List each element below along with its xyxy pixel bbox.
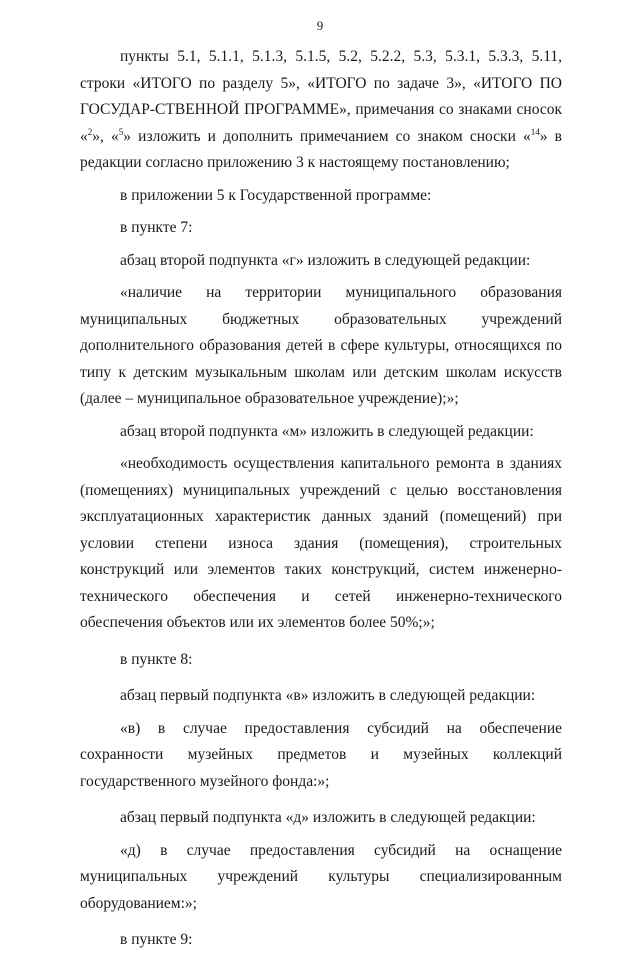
paragraph-subpoint-m: абзац второй подпункта «м» изложить в следующей редакции: (120, 422, 534, 440)
paragraph-text: » изложить и дополнить примечанием со знаком сноски « (123, 127, 531, 145)
document-body (80, 44, 562, 954)
paragraph-subpoint-g: абзац второй подпункта «г» изложить в следующей редакции: (120, 251, 531, 269)
page-number: 9 (316, 18, 324, 33)
paragraph-text: пункты 5.1, 5.1.1, 5.1.3, 5.1.5, 5.2, 5.2.2, 5.3, 5.3.1, 5.3.3, 5.11, строки «ИТОГО по разделу 5», «ИТОГО по задаче 3», «ИТОГО ПО ГОСУДАР-СТВЕННОЙ ПРОГРАММЕ», примечания со знаками сносок « (80, 48, 562, 145)
footnote-mark: 2 (87, 126, 93, 137)
paragraph-amendment-points (80, 44, 562, 177)
paragraph-point-7: в пункте 7: (120, 219, 193, 236)
paragraph-subpoint-d: абзац первый подпункта «д» изложить в следующей редакции: (120, 809, 536, 826)
paragraph-text: » в редакции согласно приложению 3 к настоящему постановлению; (80, 127, 562, 171)
paragraph-quote-v: «в) в случае предоставления субсидий на обеспечение сохранности музейных предметов и музейных коллекций государственного музейного фонда:»; (80, 719, 562, 790)
footnote-mark: 14 (530, 126, 540, 137)
paragraph-subpoint-v: абзац первый подпункта «в» изложить в следующей редакции: (120, 687, 536, 704)
footnote-mark: 5 (118, 126, 124, 137)
paragraph-appendix-5: в приложении 5 к Государственной программе: (120, 186, 432, 204)
paragraph-point-8: в пункте 8: (120, 650, 193, 668)
paragraph-quote-m: «необходимость осуществления капитального ремонта в зданиях (помещениях) муниципальных учреждений с целью восстановления эксплуатационных характеристик данных зданий (помещений) при условии степени износа здания (помещения), строительных конструкций или элементов таких конструкций, систем инженерно-технического обеспечения и сетей инженерно-технического обеспечения объектов или их элементов более 50%;»; (80, 455, 562, 631)
paragraph-text: », « (92, 127, 119, 145)
paragraph-quote-g: «наличие на территории муниципального образования муниципальных бюджетных образовательных учреждений дополнительного образования детей в сфере культуры, относящихся по типу к детским музыкальным школам или детским школам искусств (далее – муниципальное образовательное учреждение);»; (80, 284, 562, 407)
paragraph-quote-d: «д) в случае предоставления субсидий на оснащение муниципальных учреждений культуры специализированным оборудованием:»; (80, 841, 562, 912)
paragraph-point-9: в пункте 9: (120, 931, 193, 948)
